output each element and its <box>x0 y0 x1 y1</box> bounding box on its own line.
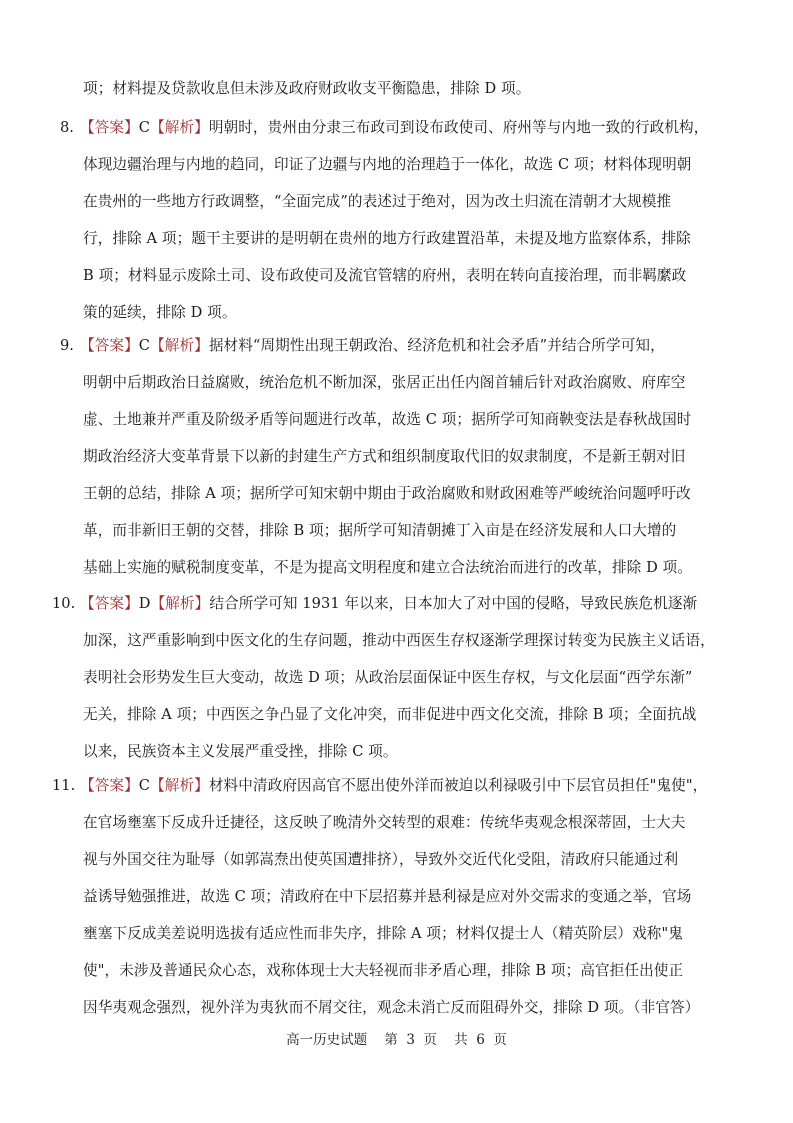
answer-label: 【答案】 <box>80 337 139 354</box>
item-text-line: 使"，未涉及普通民众心态，戏称体现士大夫轻视而非矛盾心理，排除 B 项；高官拒任出使正 <box>83 962 684 979</box>
item-first-line <box>80 594 697 614</box>
item-text-line: 在官场壅塞下反成升迁捷径，这反映了晚清外交转型的艰难：传统华夷观念根深蒂固，士大夫 <box>83 814 686 831</box>
answer-value: C <box>138 337 151 354</box>
answer-label: 【答案】 <box>80 119 139 136</box>
item-number: 9. <box>60 337 74 354</box>
answer-value: D <box>138 595 151 612</box>
item-text-line: 壅塞下反成美差说明选拔有适应性而非失序，排除 A 项；材料仅提士人（精英阶层）戏称"鬼 <box>83 925 683 942</box>
item-text-line: 以来，民族资本主义发展严重受挫，排除 C 项。 <box>83 743 398 760</box>
item-text-line: 行，排除 A 项；题干主要讲的是明朝在贵州的地方行政建置沿革，未提及地方监察体系，排除 <box>83 230 691 247</box>
item-text-line: 基础上实施的赋税制度变革，不是为提高文明程度和建立合法统治而进行的改革，排除 D 项。 <box>83 559 693 576</box>
item-number: 8. <box>60 119 74 136</box>
item-text-line: 加深，这严重影响到中医文化的生存问题，推动中西医生存权逐渐学理探讨转变为民族主义话语， <box>83 632 715 649</box>
analysis-text: 据材料“周期性出现王朝政治、经济危机和社会矛盾”并结合所学可知， <box>208 337 665 354</box>
item-text-line: 明朝中后期政治日益腐败，统治危机不断加深，张居正出任内阁首辅后针对政治腐败、府库空 <box>83 374 686 391</box>
answer-value: C <box>138 777 151 794</box>
item-first-line <box>80 776 707 796</box>
item-text-line: 因华夷观念强烈，视外洋为夷狄而不屑交往，观念未消亡反而阻碍外交，排除 D 项。（非官答） <box>83 999 700 1016</box>
item-number: 10. <box>52 595 76 612</box>
analysis-text: 材料中清政府因高官不愿出使外洋而被迫以利禄吸引中下层官员担任"鬼使"， <box>208 777 708 794</box>
continued-text-line: 项；材料提及贷款收息但未涉及政府财政收支平衡隐患，排除 D 项。 <box>83 80 531 97</box>
analysis-text: 明朝时，贵州由分隶三布政司到设布政使司、府州等与内地一致的行政机构， <box>208 119 709 136</box>
item-number: 11. <box>52 777 76 794</box>
item-text-line: 王朝的总结，排除 A 项；据所学可知宋朝中期由于政治腐败和财政困难等严峻统治问题呼吁改 <box>83 485 691 502</box>
answer-label: 【答案】 <box>80 777 139 794</box>
analysis-text: 结合所学可知 1931 年以来，日本加大了对中国的侵略，导致民族危机逐渐 <box>209 595 698 612</box>
answer-label: 【答案】 <box>80 595 139 612</box>
item-text-line: 视与外国交往为耻辱（如郭嵩焘出使英国遭排挤），导致外交近代化受阻，清政府只能通过利 <box>83 851 679 868</box>
item-first-line <box>80 336 665 356</box>
answer-value: C <box>138 119 151 136</box>
item-first-line <box>80 118 708 138</box>
item-text-line: 在贵州的一些地方行政调整，“全面完成”的表述过于绝对，因为改土归流在清朝才大规模推 <box>83 193 672 210</box>
item-text-line: 体现边疆治理与内地的趋同，印证了边疆与内地的治理趋于一体化，故选 C 项；材料体现明朝 <box>83 156 692 173</box>
analysis-label: 【解析】 <box>150 119 209 136</box>
item-text-line: 虚、土地兼并严重及阶级矛盾等问题进行改革，故选 C 项；据所学可知商鞅变法是春秋战国时 <box>83 411 692 428</box>
item-text-line: 革，而非新旧王朝的交替，排除 B 项；据所学可知清朝摊丁入亩是在经济发展和人口大增的 <box>83 522 677 539</box>
item-text-line: 益诱导勉强推进，故选 C 项；清政府在中下层招募并悬利禄是应对外交需求的变通之举，官场 <box>83 888 692 905</box>
item-text-line: 期政治经济大变革背景下以新的封建生产方式和组织制度取代旧的奴隶制度，不是新王朝对旧 <box>83 448 686 465</box>
analysis-label: 【解析】 <box>150 777 209 794</box>
item-text-line: 无关，排除 A 项；中西医之争凸显了文化冲突，而非促进中西文化交流，排除 B 项；全面抗战 <box>83 706 697 723</box>
item-text-line: B 项；材料显示废除土司、设布政使司及流官管辖的府州，表明在转向直接治理，而非羁縻政 <box>83 267 687 284</box>
analysis-label: 【解析】 <box>150 595 210 612</box>
analysis-label: 【解析】 <box>150 337 209 354</box>
item-text-line: 策的延续，排除 D 项。 <box>83 304 237 321</box>
page-footer: 高一历史试题 第 3 页 共 6 页 <box>286 1032 507 1048</box>
item-text-line: 表明社会形势发生巨大变动，故选 D 项；从政治层面保证中医生存权，与文化层面“西学东渐” <box>83 669 693 686</box>
